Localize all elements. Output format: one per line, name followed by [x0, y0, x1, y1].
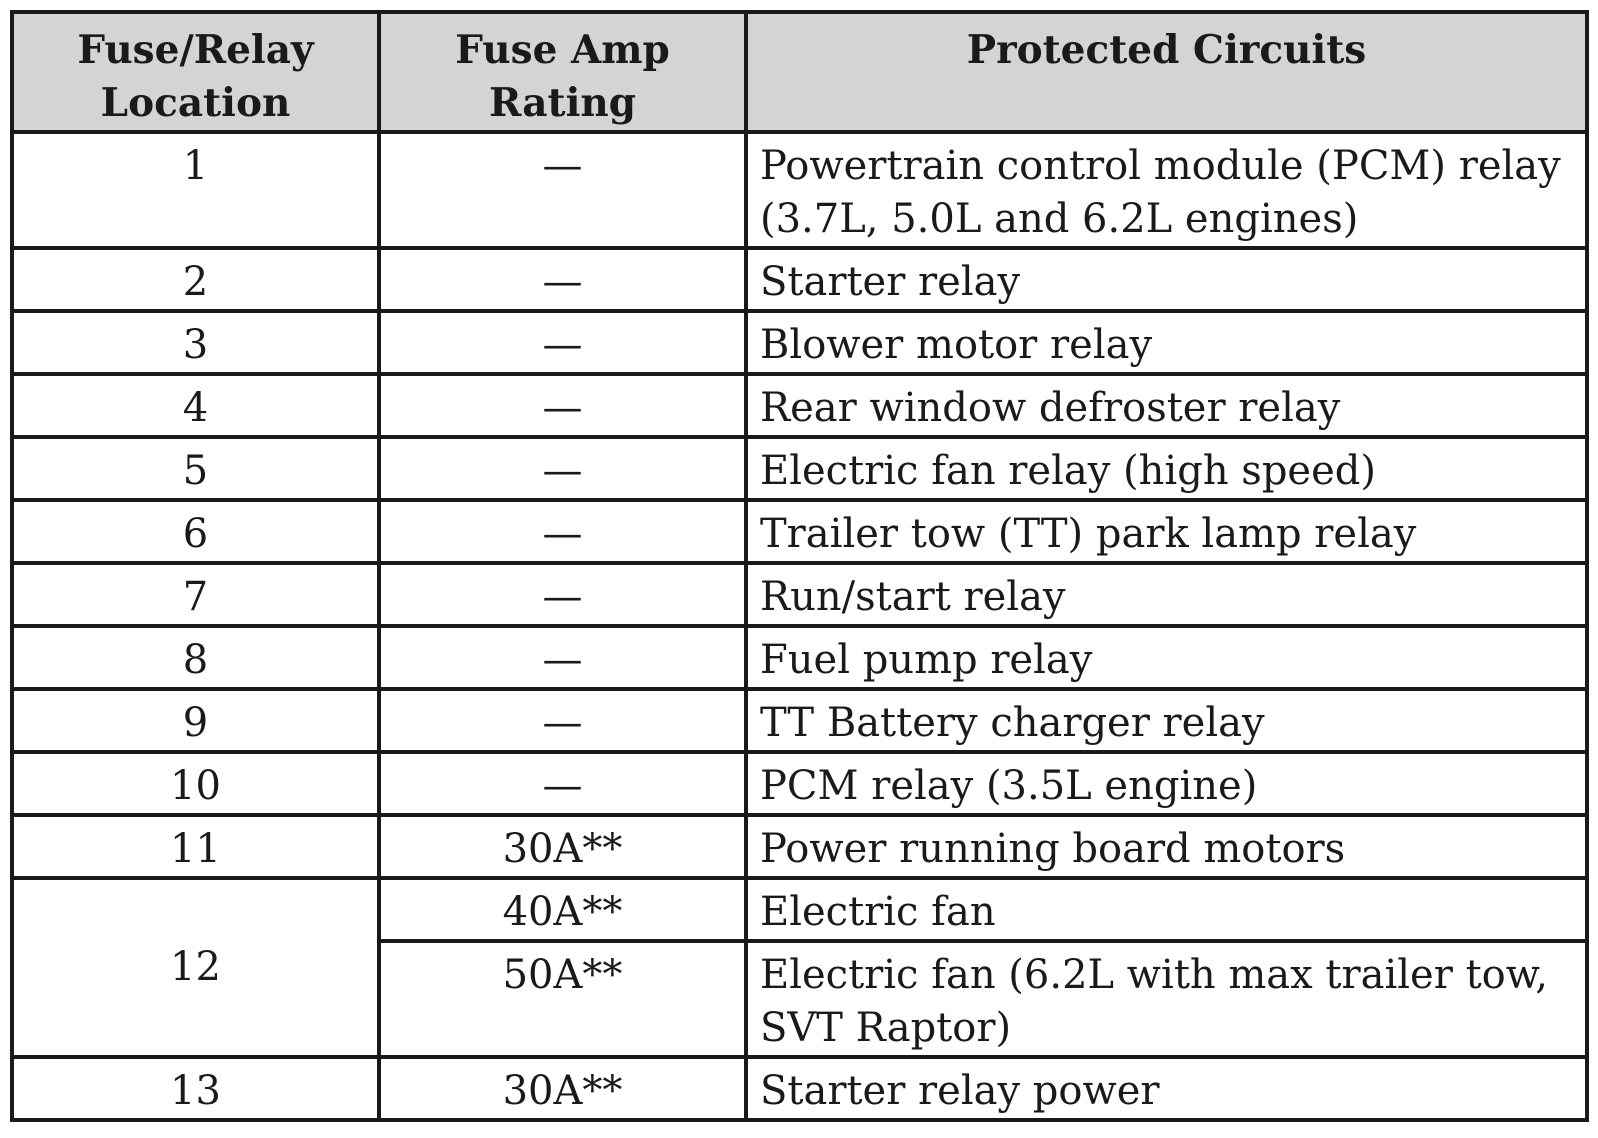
- location-cell: 8: [12, 626, 379, 689]
- location-cell: 4: [12, 374, 379, 437]
- header-location: Fuse/Relay Location: [12, 12, 379, 132]
- rating-cell: —: [379, 437, 746, 500]
- location-cell: 1: [12, 132, 379, 248]
- table-row: [12, 311, 1587, 374]
- table-row: [12, 626, 1587, 689]
- rating-cell: —: [379, 311, 746, 374]
- table-row: [12, 500, 1587, 563]
- rating-cell: 40A**: [379, 878, 746, 941]
- rating-cell: —: [379, 500, 746, 563]
- header-rating: Fuse Amp Rating: [379, 12, 746, 132]
- circuits-cell: Power running board motors: [746, 815, 1587, 878]
- location-cell: 2: [12, 248, 379, 311]
- table-row: [12, 248, 1587, 311]
- rating-cell: —: [379, 689, 746, 752]
- circuits-cell: Electric fan relay (high speed): [746, 437, 1587, 500]
- circuits-cell: Run/start relay: [746, 563, 1587, 626]
- location-cell: 11: [12, 815, 379, 878]
- circuits-cell: Starter relay: [746, 248, 1587, 311]
- circuits-cell: Trailer tow (TT) park lamp relay: [746, 500, 1587, 563]
- table-header-row: [12, 12, 1587, 132]
- circuits-cell: Powertrain control module (PCM) relay (3.7L, 5.0L and 6.2L engines): [746, 132, 1587, 248]
- rating-cell: —: [379, 374, 746, 437]
- rating-cell: 30A**: [379, 815, 746, 878]
- circuits-cell: Starter relay power: [746, 1057, 1587, 1120]
- rating-cell: 30A**: [379, 1057, 746, 1120]
- location-cell: 7: [12, 563, 379, 626]
- circuits-cell: Blower motor relay: [746, 311, 1587, 374]
- circuits-cell: PCM relay (3.5L engine): [746, 752, 1587, 815]
- table-row: [12, 374, 1587, 437]
- location-cell: 13: [12, 1057, 379, 1120]
- rating-cell: —: [379, 626, 746, 689]
- circuits-cell: Electric fan: [746, 878, 1587, 941]
- location-cell: 6: [12, 500, 379, 563]
- table-row: [12, 815, 1587, 878]
- fuse-relay-table: [10, 10, 1589, 1122]
- location-cell: 9: [12, 689, 379, 752]
- location-cell: 10: [12, 752, 379, 815]
- table-row: [12, 132, 1587, 248]
- header-circuits: Protected Circuits: [746, 12, 1587, 132]
- table-row: [12, 563, 1587, 626]
- circuits-cell: Electric fan (6.2L with max trailer tow, SVT Raptor): [746, 941, 1587, 1057]
- circuits-cell: Rear window defroster relay: [746, 374, 1587, 437]
- location-cell: 3: [12, 311, 379, 374]
- table-row: [12, 1057, 1587, 1120]
- table-row: [12, 752, 1587, 815]
- circuits-cell: TT Battery charger relay: [746, 689, 1587, 752]
- location-cell: 12: [12, 878, 379, 1057]
- rating-cell: —: [379, 132, 746, 248]
- table-row: [12, 437, 1587, 500]
- rating-cell: —: [379, 563, 746, 626]
- table-row: [12, 878, 1587, 941]
- circuits-cell: Fuel pump relay: [746, 626, 1587, 689]
- location-cell: 5: [12, 437, 379, 500]
- rating-cell: —: [379, 248, 746, 311]
- rating-cell: 50A**: [379, 941, 746, 1057]
- table-row: [12, 689, 1587, 752]
- rating-cell: —: [379, 752, 746, 815]
